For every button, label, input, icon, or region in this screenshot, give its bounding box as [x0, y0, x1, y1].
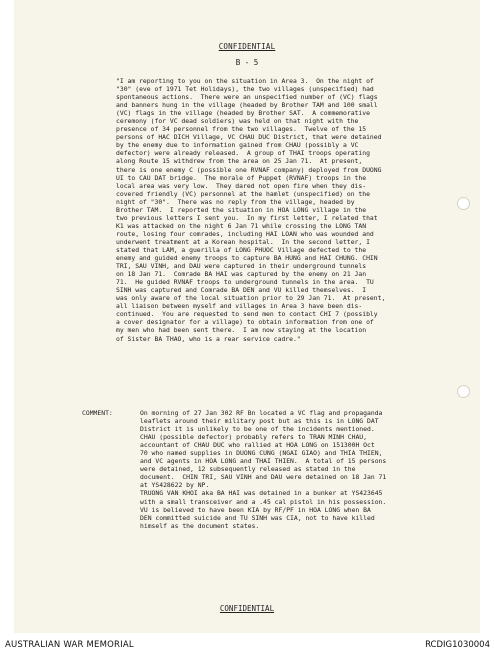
report-line: enemy and guided enemy troops to capture BA HUNG and HAI CHUNG. CHIN: [116, 254, 378, 263]
comment-label: COMMENT:: [82, 409, 113, 417]
comment-line: himself as the document states.: [140, 521, 260, 530]
report-line: was only aware of the local situation prior to 29 Jan 71. At present,: [116, 294, 386, 303]
report-line: 71. He guided RVNAF troops to underground tunnels in the area. TU: [116, 278, 374, 287]
comment-line: 70 who named supplies in DUONG CUNG (NGAI GIAO) and THIA THIEN,: [140, 449, 383, 458]
classification-header-text: CONFIDENTIAL: [218, 42, 276, 51]
comment-line: DEN committed suicide and TU SINH was CIA, not to have killed: [140, 513, 375, 522]
report-line: ceremony (for VC dead soldiers) was held on that night with the: [116, 117, 359, 126]
classification-footer: [14, 604, 480, 613]
comment-line: document. CHIN TRI, SAU VINH and DAU were detained on 18 Jan 71: [140, 473, 387, 482]
comment-body: [140, 409, 474, 530]
report-line: of Sister BA THAO, who is a rear service cadre.": [116, 334, 301, 343]
report-line: route, losing four comrades, including HAI LOAN who was wounded and: [116, 229, 374, 238]
report-line: stated that LAM, a guerilla of LONG PHUOC Village defected to the: [116, 245, 367, 254]
classification-header: [14, 42, 480, 51]
document-page: [14, 0, 480, 633]
report-line: K1 was attacked on the night 6 Jan 71 while crossing the LONG TAN: [116, 221, 367, 230]
report-line: TRI, SAU VINH, and DAU were captured in their underground tunnels: [116, 262, 367, 271]
report-line: "I am reporting to you on the situation in Area 3. On the night of: [116, 77, 374, 85]
report-line: two previous letters I sent you. In my first letter, I related that: [116, 213, 378, 222]
report-line: "30" (eve of 1971 Tet Holidays), the two villages (unspecified) had: [116, 85, 374, 94]
classification-footer-text: CONFIDENTIAL: [219, 604, 275, 613]
record-id: RCDIG1030004: [425, 640, 490, 650]
punch-hole-bottom: [457, 385, 470, 398]
report-line: my men who had been sent there. I am now staying at the location: [116, 326, 367, 335]
report-line: (VC) flags in the village (headed by Brother SAT. A commemorative: [116, 109, 370, 118]
comment-line: VU is believed to have been KIA by RF/PF in HOA LONG when BA: [140, 505, 371, 514]
report-line: local area was very low. They dared not open fire when they dis-: [116, 181, 367, 190]
report-line: and banners hung in the village (headed by Brother TAM and 100 small: [116, 101, 378, 110]
comment-line: CHAU (possible defector) probably refers to TRAN MINH CHAU,: [140, 433, 368, 442]
report-body: [116, 77, 474, 343]
report-line: presence of 34 personnel from the two villages. Twelve of the 15: [116, 125, 367, 134]
comment-line: leaflets around their military post but as this is in LONG DAT: [140, 417, 379, 426]
page-number: B - 5: [235, 58, 259, 67]
comment-line: and VC agents in HOA LONG and THAI THIEN. A total of 15 persons: [140, 457, 387, 466]
report-line: underwent treatment at a Korean hospital. In the second letter, I: [116, 237, 370, 246]
report-line: there is one enemy C (possible one RVNAF company) deployed from DUONG: [116, 165, 382, 174]
report-line: SINH was captured and Comrade BA DEN and VU killed themselves. I: [116, 286, 367, 295]
comment-line: TRUONG VAN KHOI aka BA HAI was detained in a bunker at YS423645: [140, 489, 383, 498]
report-line: a cover designator for a village) to obtain information from one of: [116, 318, 374, 327]
report-line: UI to CAU DAT bridge. The morale of Puppet (RVNAF) troops in the: [116, 173, 367, 182]
report-line: spontaneous actions. There were an unspecified number of (VC) flags: [116, 93, 378, 102]
report-line: Brother TAM. I reported the situation in HOA LONG village in the: [116, 205, 367, 214]
report-line: continued. You are requested to send men to contact CHI 7 (possibly: [116, 310, 378, 319]
comment-line: were detained, 12 subsequently released as stated in the: [140, 465, 356, 474]
report-line: by the enemy due to information gained from CHAU (possibly a VC: [116, 141, 359, 150]
institution-name: AUSTRALIAN WAR MEMORIAL: [5, 640, 134, 650]
comment-line: accountant of CHAU DUC who rallied at HOA LONG on 151300H Oct: [140, 441, 375, 450]
report-line: on 18 Jan 71. Comrade BA HAI was captured by the enemy on 21 Jan: [116, 270, 367, 279]
report-line: all liaison between myself and villages in Area 3 have been dis-: [116, 302, 363, 311]
report-line: covered friendly (VC) personnel at the hamlet (unspecified) on the: [116, 189, 370, 198]
comment-line: District it is unlikely to be one of the incidents mentioned.: [140, 425, 375, 434]
report-line: persons of HAC DICH Village, VC CHAU DUC District, that were detained: [116, 133, 382, 142]
report-line: along Route 15 withdrew from the area on 25 Jan 71. At present,: [116, 157, 363, 166]
report-line: night of "30". There was no reply from the village, headed by: [116, 197, 355, 206]
comment-line: On morning of 27 Jan 302 RF Bn located a VC flag and propaganda: [140, 409, 383, 417]
report-line: defector) were already released. A group of THAI troops operating: [116, 149, 370, 158]
comment-line: with a small transceiver and a .45 cal pistol in his possession.: [140, 497, 387, 506]
archive-credit-bar: [0, 633, 494, 653]
comment-line: at YS428622 by NP.: [140, 481, 210, 490]
